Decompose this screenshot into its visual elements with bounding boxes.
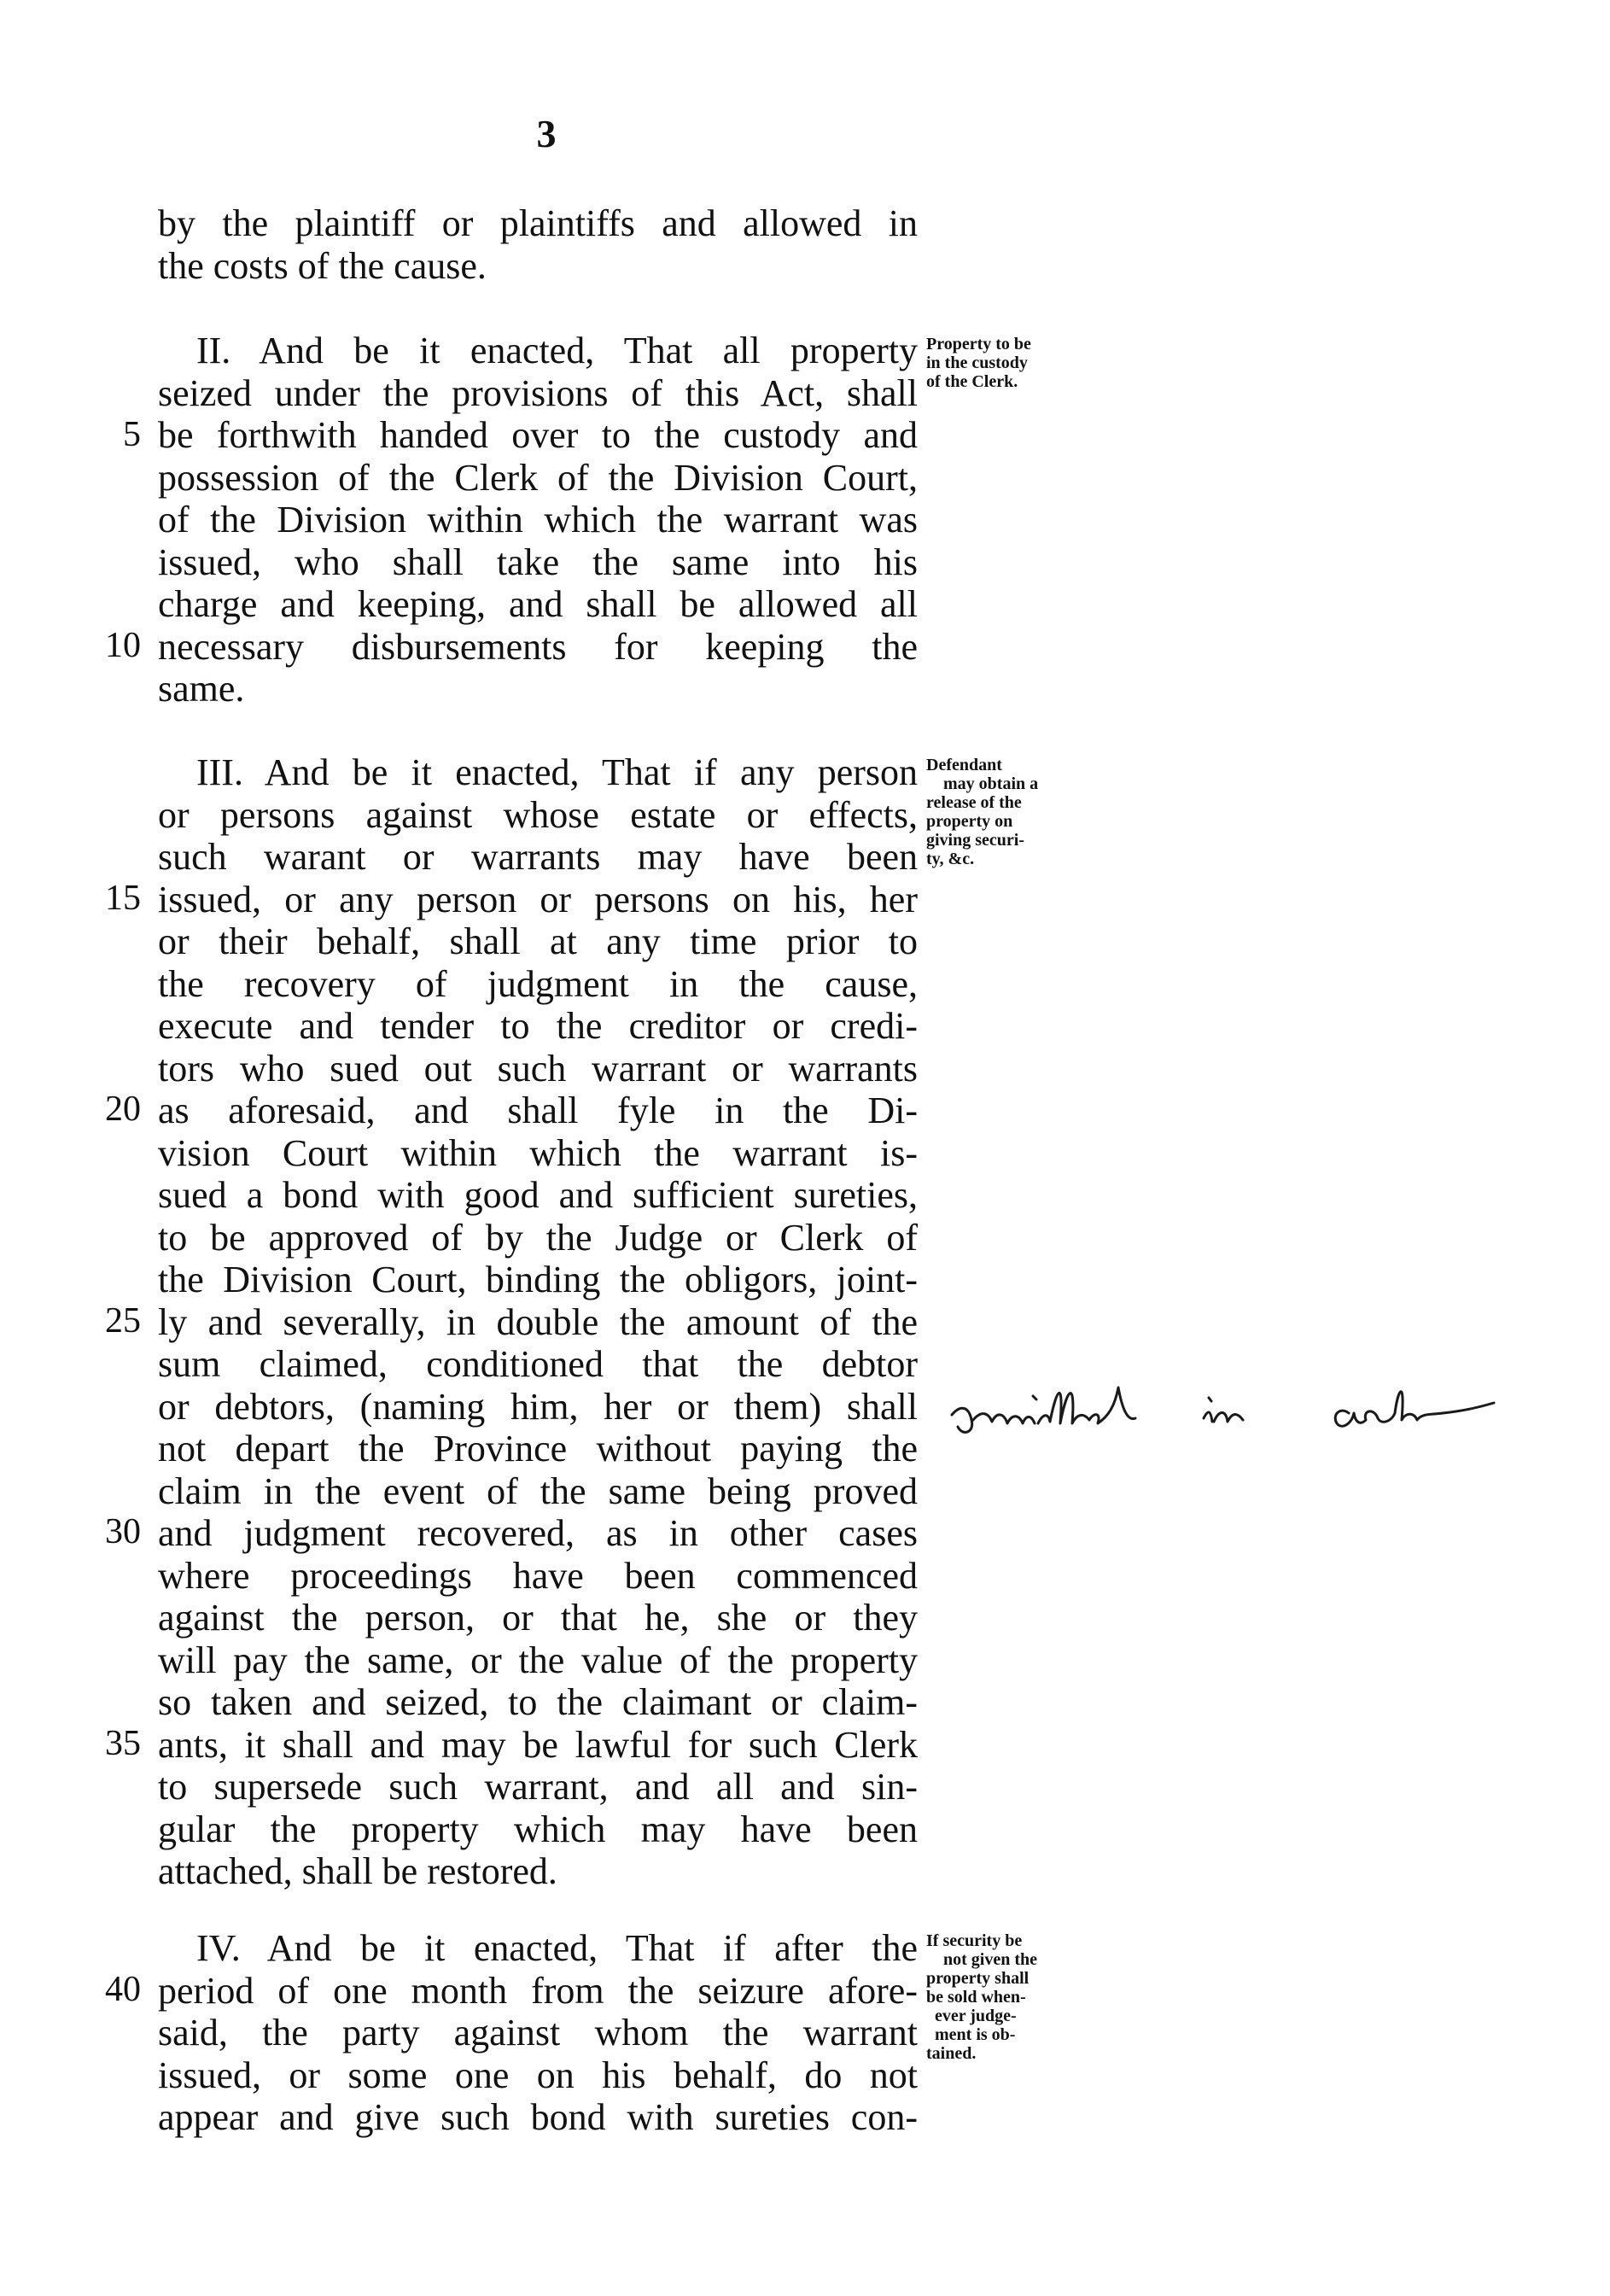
line-number: 25 (105, 1301, 141, 1341)
text-line: or debtors, (naming him, her or them) shall (158, 1385, 918, 1428)
margin-note-line: Defendant (926, 756, 1002, 774)
text-line: sued a bond with good and sufficient sureties, (158, 1174, 918, 1216)
margin-note-line: tained. (926, 2044, 977, 2063)
section-1-continuation (158, 202, 918, 287)
text-line: IV. And be it enacted, That if after the (196, 1927, 918, 1969)
text-line: claim in the event of the same being proved (158, 1469, 918, 1512)
text-line: issued, or any person or persons on his, her (158, 878, 918, 920)
text-line: gular the property which may have been (158, 1808, 918, 1850)
line-number: 5 (123, 415, 141, 454)
margin-note-line: release of the (926, 793, 1022, 812)
text-line: ants, it shall and may be lawful for such Clerk (158, 1723, 918, 1766)
text-line: be forthwith handed over to the custody and (158, 414, 918, 456)
handwritten-annotation (948, 1353, 1545, 1456)
text-line: ly and severally, in double the amount of the (158, 1300, 918, 1343)
margin-note-line: giving securi- (926, 831, 1024, 850)
margin-note-line: If security be (926, 1931, 1023, 1950)
line-number: 30 (105, 1512, 141, 1551)
section-3 (158, 751, 918, 1893)
margin-note-line: in the custody (926, 353, 1028, 372)
margin-note-line: not given the (943, 1950, 1037, 1969)
text-line: vision Court within which the warrant is- (158, 1131, 918, 1174)
margin-note-line: of the Clerk. (926, 372, 1018, 391)
text-line: or their behalf, shall at any time prior to (158, 920, 918, 962)
text-line: period of one month from the seizure afore- (158, 1969, 918, 2012)
section-2 (158, 330, 918, 710)
line-number: 10 (105, 626, 141, 665)
text-line: II. And be it enacted, That all property (196, 330, 918, 371)
section-4 (158, 1927, 918, 2139)
text-line: seized under the provisions of this Act, shall (158, 371, 918, 414)
text-line: of the Division within which the warrant was (158, 499, 918, 540)
margin-note-line: ever judge- (935, 2007, 1017, 2025)
text-line: the Division Court, binding the obligors, joint- (158, 1259, 918, 1300)
line-number: 20 (105, 1090, 141, 1129)
text-line: by the plaintiff or plaintiffs and allowed in (158, 202, 918, 244)
margin-note-line: ment is ob- (935, 2025, 1016, 2044)
text-line: and judgment recovered, as in other cases (158, 1512, 918, 1554)
text-line: issued, who shall take the same into his (158, 540, 918, 583)
text-line: said, the party against whom the warrant (158, 2012, 918, 2054)
text-line: execute and tender to the creditor or credi- (158, 1005, 918, 1047)
margin-note-line: ty, &c. (926, 850, 975, 868)
margin-note-line: property shall (926, 1969, 1030, 1988)
text-line: tors who sued out such warrant or warrants (158, 1047, 918, 1090)
text-line: to be approved of by the Judge or Clerk of (158, 1216, 918, 1259)
line-number: 40 (105, 1970, 141, 2009)
margin-note-line: Property to be (926, 335, 1031, 353)
margin-note-sale (926, 1931, 1110, 2063)
text-line: the costs of the cause. (158, 244, 487, 287)
text-line: appear and give such bond with sureties con- (158, 2096, 918, 2138)
text-line: the recovery of judgment in the cause, (158, 962, 918, 1005)
margin-note-line: be sold when- (926, 1988, 1026, 2007)
text-line: issued, or some one on his behalf, do not (158, 2054, 918, 2096)
margin-note-line: may obtain a (943, 774, 1039, 793)
text-line: not depart the Province without paying the (158, 1428, 918, 1469)
text-line: attached, shall be restored. (158, 1850, 557, 1892)
text-line: same. (158, 668, 245, 710)
page-number: 3 (536, 112, 557, 155)
line-number: 15 (105, 879, 141, 918)
text-line: sum claimed, conditioned that the debtor (158, 1343, 918, 1385)
margin-note-release (926, 756, 1110, 868)
text-line: such warant or warrants may have been (158, 836, 918, 878)
text-line: as aforesaid, and shall fyle in the Di- (158, 1090, 918, 1131)
text-line: so taken and seized, to the claimant or claim- (158, 1681, 918, 1723)
text-line: possession of the Clerk of the Division Court, (158, 456, 918, 499)
text-line: against the person, or that he, she or they (158, 1597, 918, 1639)
text-line: where proceedings have been commenced (158, 1554, 918, 1597)
margin-note-custody (926, 335, 1110, 391)
margin-note-line: property on (926, 812, 1013, 831)
text-line: will pay the same, or the value of the property (158, 1639, 918, 1681)
line-number: 35 (105, 1724, 141, 1763)
text-line: necessary disbursements for keeping the (158, 625, 918, 668)
text-line: charge and keeping, and shall be allowed all (158, 583, 918, 625)
text-line: to supersede such warrant, and all and sin- (158, 1766, 918, 1808)
text-line: III. And be it enacted, That if any person (196, 751, 918, 793)
text-line: or persons against whose estate or effects, (158, 793, 918, 836)
